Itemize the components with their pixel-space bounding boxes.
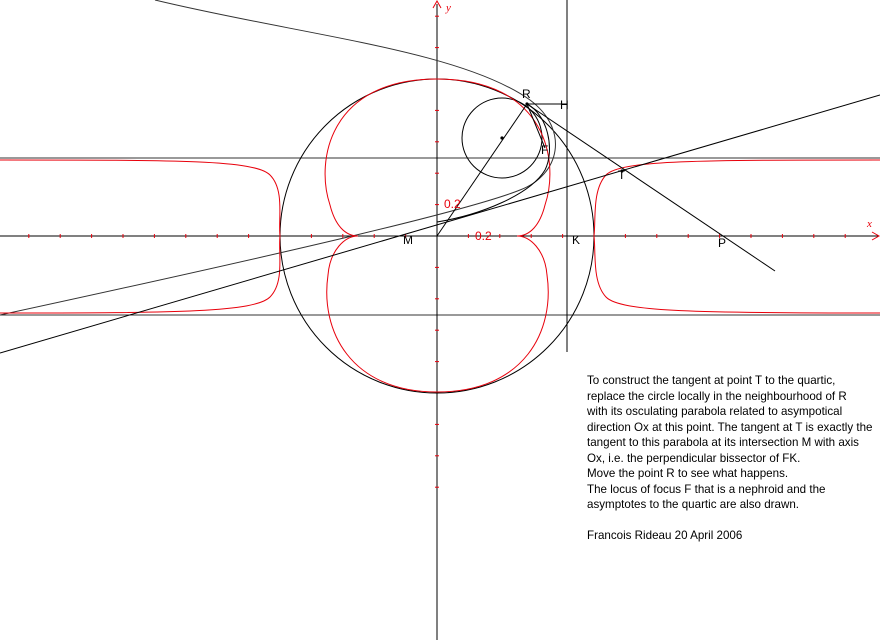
point-r-label: R <box>522 87 531 101</box>
note-line: direction Ox at this point. The tangent at T is exactly the <box>587 420 873 434</box>
explanation-note <box>587 373 880 544</box>
note-line: tangent to this parabola at its intersection M with axis <box>587 436 859 449</box>
note-line: asymptotes to the quartic are also drawn. <box>587 498 800 511</box>
radius-line-r <box>437 104 527 236</box>
x-tick-label: 0.2 <box>475 229 492 243</box>
note-line: To construct the tangent at point T to the quartic, <box>587 374 836 387</box>
note-gap <box>587 513 880 529</box>
y-axis-label: y <box>446 2 451 14</box>
note-signature: Francois Rideau 20 April 2006 <box>587 529 743 542</box>
x-axis-label: x <box>867 218 872 230</box>
note-line: Move the point R to see what happens. <box>587 467 789 480</box>
note-line: Ox, i.e. the perpendicular bissector of FK. <box>587 451 801 465</box>
point-k-label: K <box>572 233 581 247</box>
note-line: The locus of focus F that is a nephroid and the <box>587 482 826 496</box>
note-line: replace the circle locally in the neighbourhood of R <box>587 389 847 403</box>
y-tick-label: 0.2 <box>444 197 461 211</box>
tangent-line-tm <box>0 95 880 353</box>
point-t-label: T <box>618 168 626 182</box>
point-m-label: M <box>403 233 413 247</box>
point-p-label: P <box>718 236 727 250</box>
note-line: with its osculating parabola related to asympotical <box>587 405 843 418</box>
point-center-small[interactable] <box>500 136 503 139</box>
point-h-label: H <box>560 98 569 112</box>
point-f-label: F <box>541 143 549 157</box>
point-r-dot[interactable] <box>525 102 528 105</box>
